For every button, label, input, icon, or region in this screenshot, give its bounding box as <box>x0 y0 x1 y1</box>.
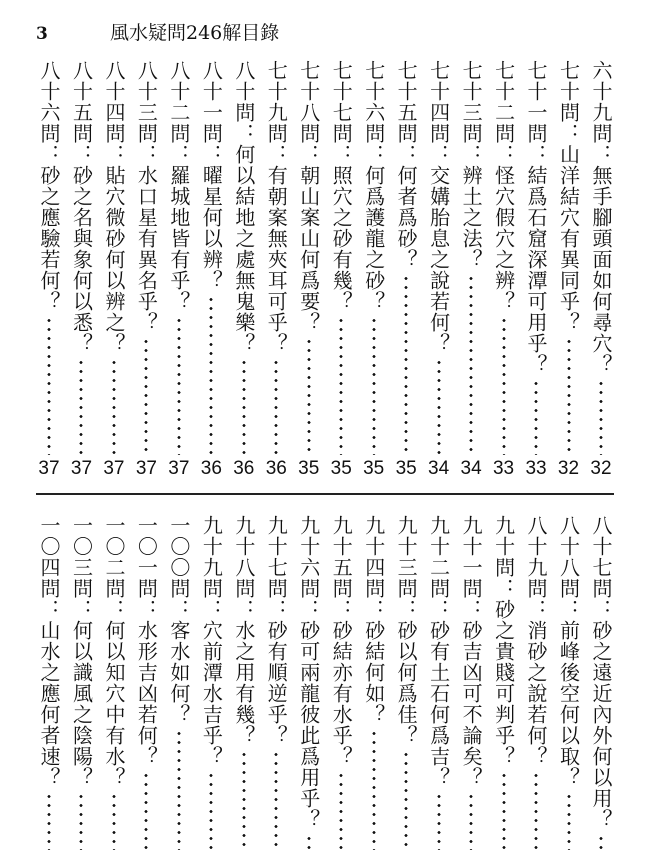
toc-entry <box>491 515 517 850</box>
toc-entry <box>166 515 192 850</box>
toc-entry-label: 一〇二問：何以知穴中有水？ <box>101 515 126 788</box>
dot-leader <box>599 379 603 455</box>
toc-entry <box>101 60 127 480</box>
toc-entry <box>68 515 94 850</box>
toc-entry-label: 七十問：山洋結穴有異同乎？ <box>556 60 581 333</box>
toc-entry <box>588 515 614 850</box>
toc-page-ref: 33 <box>492 458 515 479</box>
toc-entry-label: 七十二問：怪穴假穴之辨？ <box>491 60 516 312</box>
toc-page-ref: 34 <box>428 458 450 479</box>
toc-entry <box>328 60 354 480</box>
dot-leader <box>372 316 376 455</box>
toc-entry <box>523 60 549 480</box>
dot-leader <box>79 792 83 850</box>
toc-lower-section <box>36 515 614 850</box>
toc-entry-label: 一〇一問：水形吉凶若何？ <box>134 515 159 767</box>
toc-entry <box>426 515 452 850</box>
toc-entry <box>263 515 289 850</box>
toc-entry-label: 九十三問：砂以何爲佳？ <box>394 515 419 746</box>
toc-entry <box>393 515 419 850</box>
dot-leader <box>209 295 213 455</box>
toc-entry <box>458 60 484 480</box>
toc-entry-label: 九十八問：水之用有幾？ <box>231 515 256 746</box>
toc-page-ref: 37 <box>70 458 93 479</box>
dot-leader <box>437 792 441 850</box>
toc-entry <box>296 515 322 850</box>
dot-leader <box>372 729 376 850</box>
toc-entry-label: 八十問：何以結地之處無鬼樂？ <box>231 60 256 354</box>
dot-leader <box>469 792 473 850</box>
toc-page-ref: 34 <box>460 458 482 479</box>
dot-leader <box>534 379 538 455</box>
toc-entry-label: 八十八問：前峰後空何以取？ <box>556 515 581 788</box>
toc-entry-label: 八十三問：水口星有異名乎？ <box>134 60 159 333</box>
toc-entry-label: 九十五問：砂結亦有水乎？ <box>329 515 354 767</box>
toc-upper-section <box>36 60 614 480</box>
toc-entry-label: 七十一問：結爲石窟深潭可用乎？ <box>524 60 549 375</box>
toc-page-ref: 36 <box>265 458 287 479</box>
dot-leader <box>307 834 311 850</box>
dot-leader <box>274 750 278 850</box>
toc-page-ref: 33 <box>525 458 547 479</box>
page-number: 3 <box>36 24 48 44</box>
book-title: 風水疑問246解目錄 <box>110 22 280 44</box>
section-divider <box>36 493 614 495</box>
dot-leader <box>339 316 343 455</box>
toc-entry <box>101 515 127 850</box>
toc-entry-label: 一〇四問：山水之應何者速？ <box>37 515 61 788</box>
toc-entry <box>556 60 582 480</box>
dot-leader <box>339 771 343 850</box>
toc-entry <box>231 60 257 480</box>
toc-entry-label: 八十一問：曜星何以辨？ <box>199 60 224 291</box>
dot-leader <box>242 750 246 850</box>
dot-leader <box>437 358 441 455</box>
toc-entry-label: 八十四問：貼穴微砂何以辨之？ <box>101 60 126 354</box>
dot-leader <box>47 316 51 455</box>
dot-leader <box>599 834 603 850</box>
toc-entry <box>166 60 192 480</box>
dot-leader <box>274 358 278 455</box>
toc-entry <box>231 515 257 850</box>
dot-leader <box>209 771 213 850</box>
dot-leader <box>307 337 311 455</box>
toc-entry <box>198 515 224 850</box>
toc-entry-label: 六十九問：無手腳頭面如何尋穴？ <box>588 60 613 375</box>
toc-entry <box>458 515 484 850</box>
toc-entry-label: 九十九問：穴前潭水吉乎？ <box>199 515 224 767</box>
toc-page-ref: 35 <box>395 458 417 479</box>
toc-entry-label: 七十五問：何者爲砂？ <box>394 60 419 270</box>
toc-entry <box>263 60 289 480</box>
toc-page-ref: 37 <box>168 458 190 479</box>
dot-leader <box>112 358 116 455</box>
dot-leader <box>144 771 148 850</box>
toc-entry <box>393 60 419 480</box>
toc-entry-label: 七十九問：有朝案無夾耳可乎？ <box>264 60 289 354</box>
toc-entry <box>36 60 62 480</box>
toc-entry-label: 九十四問：砂結何如？ <box>361 515 386 725</box>
toc-entry-label: 九十六問：砂可兩龍彼此爲用乎？ <box>296 515 321 830</box>
toc-page-ref: 35 <box>363 458 385 479</box>
toc-entry <box>491 60 517 480</box>
toc-page-ref: 35 <box>298 458 320 479</box>
toc-entry <box>361 60 387 480</box>
toc-entry-label: 九十問：砂之貴賤可判乎？ <box>491 515 516 767</box>
toc-page-ref: 32 <box>590 458 612 479</box>
toc-page-ref: 36 <box>200 458 222 479</box>
toc-entry-label: 一〇三問：何以識風之陰陽？ <box>69 515 94 788</box>
toc-entry-label: 九十一問：砂吉凶可不論矣？ <box>459 515 484 788</box>
toc-entry <box>36 515 62 850</box>
dot-leader <box>502 316 506 455</box>
dot-leader <box>79 358 83 455</box>
toc-entry-label: 一〇〇問：客水如何？ <box>166 515 191 725</box>
toc-entry-label: 八十二問：羅城地皆有乎？ <box>166 60 191 312</box>
toc-page-ref: 37 <box>135 458 157 479</box>
dot-leader <box>469 274 473 455</box>
toc-entry-label: 九十二問：砂有土石何爲吉？ <box>426 515 451 788</box>
toc-entry <box>133 60 159 480</box>
toc-entry-label: 八十五問：砂之名與象何以悉？ <box>69 60 94 354</box>
toc-entry <box>361 515 387 850</box>
dot-leader <box>404 750 408 850</box>
toc-entry-label: 七十八問：朝山案山何爲要？ <box>296 60 321 333</box>
dot-leader <box>112 792 116 850</box>
page-header <box>36 18 279 45</box>
toc-page-ref: 35 <box>330 458 352 479</box>
toc-page-ref: 37 <box>103 458 125 479</box>
dot-leader <box>567 792 571 850</box>
toc-entry <box>556 515 582 850</box>
dot-leader <box>502 771 506 850</box>
toc-page-ref: 37 <box>38 458 60 479</box>
dot-leader <box>534 771 538 850</box>
toc-entry-label: 七十四問：交媾胎息之說若何？ <box>426 60 451 354</box>
toc-entry <box>296 60 322 480</box>
toc-entry-label: 七十六問：何爲護龍之砂？ <box>361 60 386 312</box>
toc-entry-label: 八十六問：砂之應驗若何？ <box>37 60 61 312</box>
toc-entry <box>426 60 452 480</box>
toc-entry-label: 八十七問：砂之遠近內外何以用？ <box>588 515 613 830</box>
toc-entry <box>328 515 354 850</box>
dot-leader <box>404 274 408 455</box>
dot-leader <box>177 729 181 850</box>
toc-entry <box>133 515 159 850</box>
dot-leader <box>144 337 148 455</box>
toc-page-ref: 32 <box>557 458 580 479</box>
toc-entry-label: 九十七問：砂有順逆乎？ <box>264 515 289 746</box>
dot-leader <box>567 337 571 455</box>
toc-entry <box>523 515 549 850</box>
toc-entry <box>68 60 94 480</box>
toc-entry <box>588 60 614 480</box>
toc-entry-label: 八十九問：消砂之說若何？ <box>524 515 549 767</box>
toc-page-ref: 36 <box>233 458 255 479</box>
dot-leader <box>47 792 51 850</box>
toc-entry-label: 七十三問：辨土之法？ <box>459 60 484 270</box>
dot-leader <box>242 358 246 455</box>
dot-leader <box>177 316 181 455</box>
toc-entry-label: 七十七問：照穴之砂有幾？ <box>329 60 354 312</box>
toc-entry <box>198 60 224 480</box>
